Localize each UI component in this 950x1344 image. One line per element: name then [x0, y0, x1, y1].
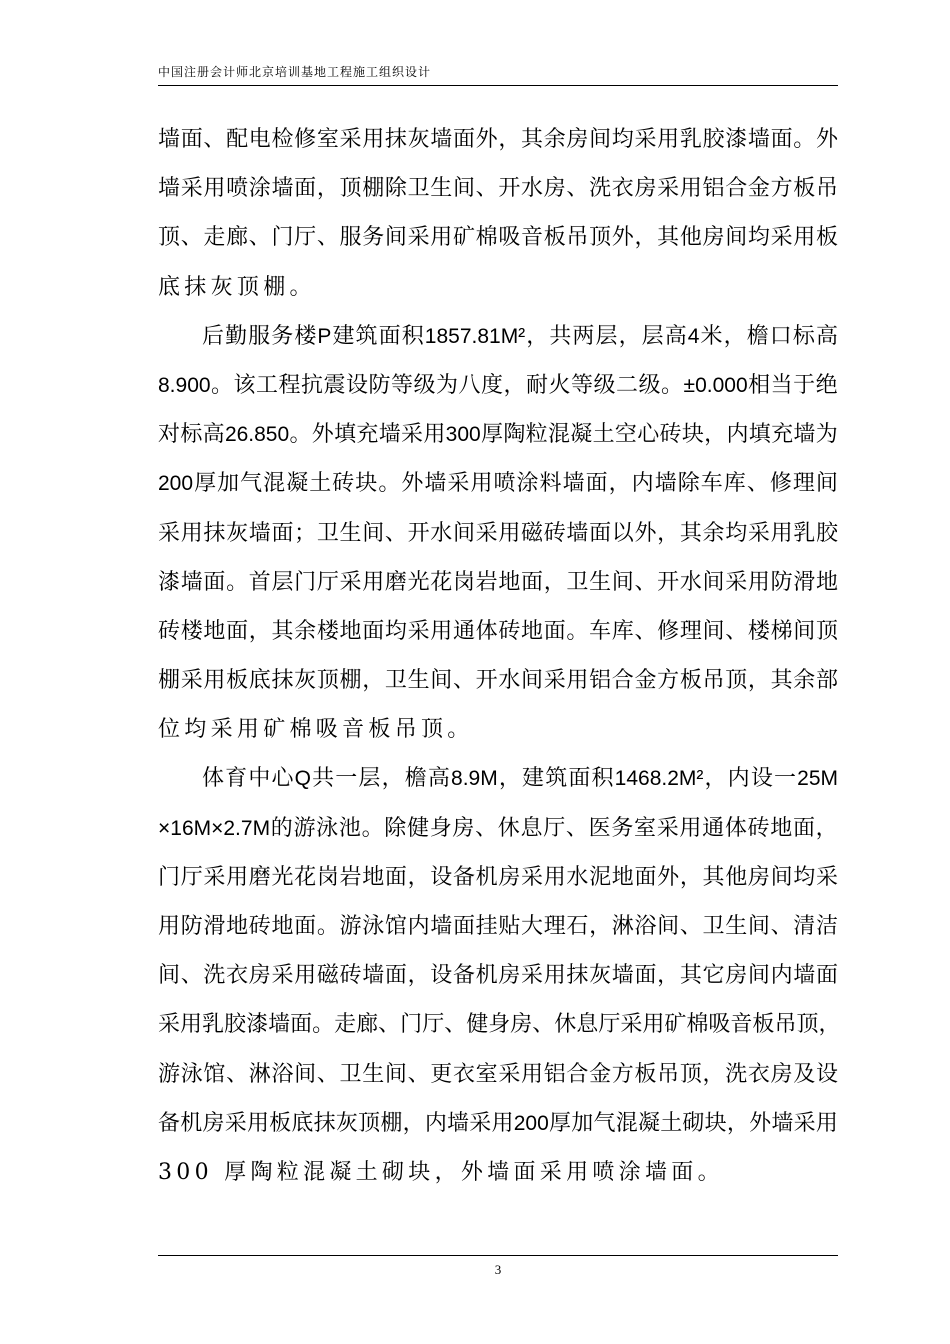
text-line: 后 勤 服 务 楼 P 建 筑 面 积 1857.81M² ， 共 两 层 ， 层 高 4 米 ， 檐 口 标 高 [202, 323, 838, 349]
text-line: 200 厚 加 气 混 凝 土 砖 块 。 外 墙 采 用 喷 涂 料 墙 面 ， 内 墙 除 车 库 、 修 理 间 [158, 471, 838, 497]
text-line: 8.900 。 该 工 程 抗 震 设 防 等 级 为 八 度 ， 耐 火 等 级 二 级 。 ±0.000 相 当 于 绝 [158, 372, 838, 398]
header-divider [158, 85, 838, 86]
footer-divider [158, 1255, 838, 1256]
text-line: 墙 采 用 喷 涂 墙 面 ， 顶 棚 除 卫 生 间 、 开 水 房 、 洗 衣 房 采 用 铝 合 金 方 板 吊 [158, 176, 838, 202]
text-line: 底抹灰顶棚。 [158, 274, 316, 300]
text-line: 用 防 滑 地 砖 地 面 。 游 泳 馆 内 墙 面 挂 贴 大 理 石 ， 淋 浴 间 、 卫 生 间 、 清 洁 [158, 914, 838, 939]
text-line: 棚 采 用 板 底 抹 灰 顶 棚 ， 卫 生 间 、 开 水 间 采 用 铝 合 金 方 板 吊 顶 ， 其 余 部 [158, 668, 838, 694]
page-header: 中国注册会计师北京培训基地工程施工组织设计 [158, 65, 432, 79]
text-line: 砖 楼 地 面 ， 其 余 楼 地 面 均 采 用 通 体 砖 地 面 。 车 库 、 修 理 间 、 楼 梯 间 顶 [158, 618, 838, 644]
text-line: 间 、 洗 衣 房 采 用 磁 砖 墙 面 ， 设 备 机 房 采 用 抹 灰 墙 面 ， 其 它 房 间 内 墙 面 [158, 963, 838, 989]
text-line: 漆 墙 面 。 首 层 门 厅 采 用 磨 光 花 岗 岩 地 面 ， 卫 生 间 、 开 水 间 采 用 防 滑 地 [158, 569, 838, 595]
text-line: 体 育 中 心 Q 共 一 层 ， 檐 高 8.9M ， 建 筑 面 积 1468.2M² ， 内 设 一 25M [202, 766, 838, 792]
text-line: 备 机 房 采 用 板 底 抹 灰 顶 棚 ， 内 墙 采 用 200 厚 加 气 混 凝 土 砌 块 ， 外 墙 采 用 [158, 1110, 838, 1136]
paragraph-2 [158, 316, 838, 759]
text-line: 游 泳 馆 、 淋 浴 间 、 卫 生 间 、 更 衣 室 采 用 铝 合 金 方 板 吊 顶 ， 洗 衣 房 及 设 [158, 1061, 838, 1087]
text-line: 位均采用矿棉吸音板吊顶。 [158, 717, 474, 743]
text-line: ×16M×2.7M 的 游 泳 池 。 除 健 身 房 、 休 息 厅 、 医 务 室 采 用 通 体 砖 地 面 ， [158, 815, 838, 841]
paragraph-3 [158, 758, 841, 1201]
page-number: 3 [494, 1262, 502, 1277]
paragraph-1 [158, 119, 838, 316]
text-line: 300 厚陶粒混凝土砌块，外墙面采用喷涂墙面。 [158, 1159, 724, 1185]
text-line: 采 用 乳 胶 漆 墙 面 。 走 廊 、 门 厅 、 健 身 房 、 休 息 厅 采 用 矿 棉 吸 音 板 吊 顶 ， [158, 1012, 841, 1038]
text-line: 顶 、 走 廊 、 门 厅 、 服 务 间 采 用 矿 棉 吸 音 板 吊 顶 外 ， 其 他 房 间 均 采 用 板 [158, 225, 838, 251]
text-line: 门 厅 采 用 磨 光 花 岗 岩 地 面 ， 设 备 机 房 采 用 水 泥 地 面 外 ， 其 他 房 间 均 采 [158, 864, 838, 890]
document-body [158, 119, 841, 1201]
text-line: 墙 面 、 配 电 检 修 室 采 用 抹 灰 墙 面 外 ， 其 余 房 间 均 采 用 乳 胶 漆 墙 面 。 外 [158, 127, 838, 152]
text-line: 对 标 高 26.850 。 外 填 充 墙 采 用 300 厚 陶 粒 混 凝 土 空 心 砖 块 ， 内 填 充 墙 为 [158, 422, 838, 448]
text-line: 采 用 抹 灰 墙 面 ； 卫 生 间 、 开 水 间 采 用 磁 砖 墙 面 以 外 ， 其 余 均 采 用 乳 胶 [158, 520, 838, 546]
